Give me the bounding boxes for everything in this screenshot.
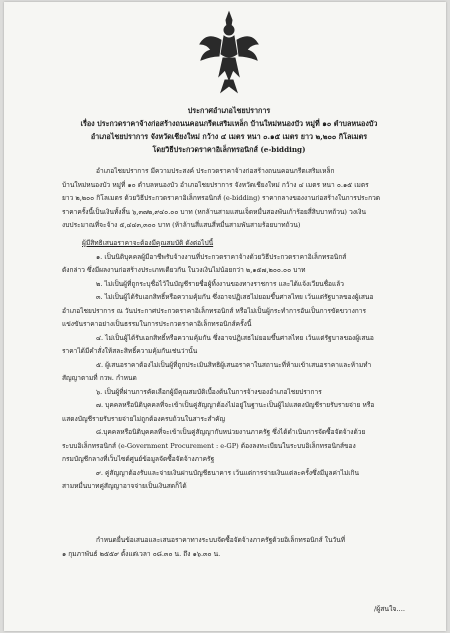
continuation-marker: /ผู้สนใจ.... [374,605,406,613]
qualification-line: ระบบอิเล็กทรอนิกส์ (e-Government Procurement : e-GP) ต้องลงทะเบียนในระบบอิเล็กทรอนิกส์ของ [62,441,356,450]
intro-paragraph [62,165,414,233]
text-line: ๑ กุมภาพันธ์ ๒๕๕๙ ตั้งแต่เวลา ๐๘.๓๐ น. ถึง ๑๖.๓๐ น. [62,549,221,558]
announcement-title: ประกาศอำเภอไชยปราการ [187,106,271,115]
qualification-line: ๑. เป็นนิติบุคคลผู้มีอาชีพรับจ้างงานที่ประกวดราคาจ้างด้วยวิธีประกวดราคาอิเล็กทรอนิกส์ [96,252,347,261]
qualification-line: ๙. คู่สัญญาต้องรับและจ่ายเงินผ่านบัญชีธนาคาร เว้นแต่การจ่ายเงินแต่ละครั้งซึ่งมีมูลค่าไม่เกิน [96,468,360,477]
text-line: กำหนดยื่นข้อเสนอและเสนอราคาทางระบบจัดซื้อจัดจ้างภาครัฐด้วยอิเล็กทรอนิกส์ ในวันที่ [96,536,346,544]
qualification-line: แสดงบัญชีรายรับรายจ่ายไม่ถูกต้องครบถ้วนในสาระสำคัญ [62,414,226,423]
qualification-line: แข่งขันราคาอย่างเป็นธรรมในการประกวดราคาอิเล็กทรอนิกส์ครั้งนี้ [62,320,252,328]
closing-paragraph [62,534,414,561]
qualification-line: กรมบัญชีกลางที่เว็บไซต์ศูนย์ข้อมูลจัดซื้อจัดจ้างภาครัฐ [62,455,215,463]
qualifications-heading: ผู้มีสิทธิเสนอราคาจะต้องมีคุณสมบัติ ดังต่อไปนี้ [82,239,214,247]
qualification-line: ๗. บุคคลหรือนิติบุคคลที่จะเข้าเป็นคู่สัญญาต้องไม่อยู่ในฐานะเป็นผู้ไม่แสดงบัญชีรายรับรายจ่าย หรือ [96,401,375,409]
text-line: งบประมาณที่จะจ้าง ๕,๔๔๓,๓๐๐ บาท (ห้าล้านสี่แสนสี่หมื่นสามพันสามร้อยบาทถ้วน) [62,221,301,229]
qualification-line: ดังกล่าว ซึ่งมีผลงานก่อสร้างประเภทเดียวกัน ในวงเงินไม่น้อยกว่า ๒,๑๕๗,๒๐๐.๐๐ บาท [62,266,306,274]
qualification-line: ๔. ไม่เป็นผู้ได้รับเอกสิทธิ์หรือความคุ้มกัน ซึ่งอาจปฏิเสธไม่ยอมขึ้นศาลไทย เว้นแต่รัฐบาลของผู้เสนอ [96,333,374,342]
subject-line: โดยวิธีประกวดราคาอิเล็กทรอนิกส์ (e-bidding) [152,145,306,154]
text-line: บ้านใหม่หนองบัว หมู่ที่ ๑๐ ตำบลหนองบัว อำเภอไชยปราการ จังหวัดเชียงใหม่ กว้าง ๔ เมตร หนา ๐.๑๕ เมตร [62,180,369,189]
qualification-line: สามหมื่นบาทคู่สัญญาอาจจ่ายเป็นเงินสดก็ได้ [62,482,187,490]
qualification-line: ๖. เป็นผู้ที่ผ่านการคัดเลือกผู้มีคุณสมบัติเบื้องต้นในการจ้างของอำเภอไชยปราการ [96,387,322,396]
qualification-line: ๓. ไม่เป็นผู้ได้รับเอกสิทธิ์หรือความคุ้มกัน ซึ่งอาจปฏิเสธไม่ยอมขึ้นศาลไทย เว้นแต่รัฐบาลของผู้เสนอ [96,293,374,301]
text-line: อำเภอไชยปราการ มีความประสงค์ ประกวดราคาจ้างก่อสร้างถนนคอนกรีตเสริมเหล็ก [96,167,335,175]
subject-line: เรื่อง ประกวดราคาจ้างก่อสร้างถนนคอนกรีตเสริมเหล็ก บ้านใหม่หนองบัว หมู่ที่ ๑๐ ตำบลหนองบัว [80,119,378,128]
document-page [4,2,446,631]
text-line: ยาว ๒,๒๐๐ กิโลเมตร ด้วยวิธีประกวดราคาอิเล็กทรอนิกส์ (e-bidding) ราคากลางของงานก่อสร้างในการประกวด [62,194,381,202]
qualification-line: อำเภอไชยปราการ ณ วันประกาศประกวดราคาอิเล็กทรอนิกส์ หรือไม่เป็นผู้กระทำการอันเป็นการขัดขวางการ [62,306,367,315]
garuda-emblem-icon [197,10,261,96]
qualifications-list [62,251,414,494]
subject-line: อำเภอไชยปราการ จังหวัดเชียงใหม่ กว้าง ๔ เมตร หนา ๐.๑๕ เมตร ยาว ๒,๒๐๐ กิโลเมตร [90,132,368,141]
qualification-line: ๘.บุคคลหรือนิติบุคคลที่จะเข้าเป็นคู่สัญญากับหน่วยงานภาครัฐ ซึ่งได้ดำเนินการจัดซื้อจัดจ้างด้วย [96,428,366,436]
qualification-line: ๕. ผู้เสนอราคาต้องไม่เป็นผู้ที่ถูกประเมินสิทธิผู้เสนอราคาในสถานะที่ห้ามเข้าเสนอราคาและห้ามทำ [96,360,372,369]
qualifications-section [62,237,414,494]
qualification-line: ราคาได้มีคำสั่งให้สละสิทธิ์ความคุ้มกันเช่นว่านั้น [62,347,198,355]
qualification-line: ๒. ไม่เป็นผู้ที่ถูกระบุชื่อไว้ในบัญชีรายชื่อผู้ทิ้งงานของทางราชการ และได้แจ้งเวียนชื่อแล้ว [96,279,344,288]
qualification-line: สัญญาตามที่ กวพ. กำหนด [62,374,137,382]
announcement-header [54,104,404,156]
text-line: ราคาครั้งนี้เป็นเงินทั้งสิ้น ๖,๓๗๒,๙๔๐.๐๐ บาท (หกล้านสามแสนเจ็ดหมื่นสองพันเก้าร้อยสี่สิบบาทถ้วน) วงเงิน [62,207,366,216]
